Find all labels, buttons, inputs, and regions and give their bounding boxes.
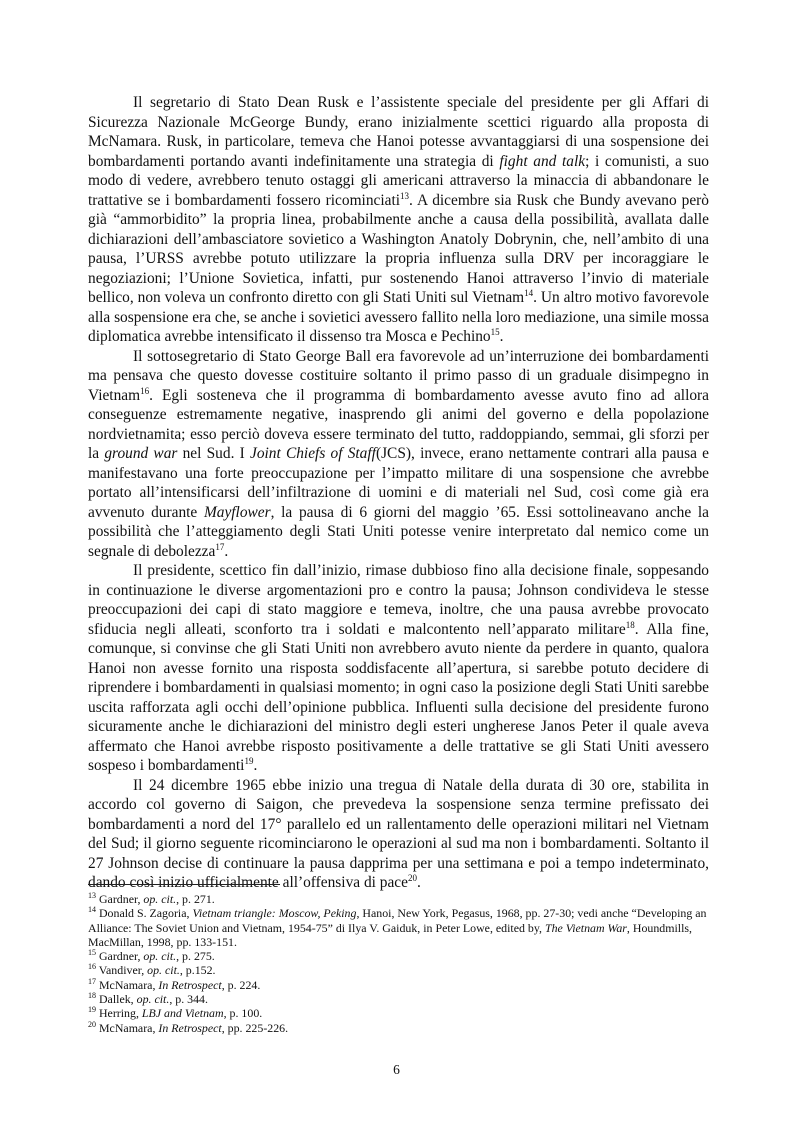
footnote	[88, 906, 709, 949]
text-run: ; i comunisti, a suo modo di vedere, avrebbero tenuto ostaggi gli americani attraverso la minaccia di abbandonare le trattative se i bombardamenti fossero ricominciati	[88, 152, 709, 209]
italic-text: LBJ and Vietnam	[141, 1006, 224, 1021]
text-run: . Egli sosteneva che il programma di bombardamento avesse avuto fino ad allora conseguenze estremamente negative, inasprendo gli animi del governo e della popolazione nordvietnamita; esso perciò doveva essere terminato del tutto, raddoppiando, semmai, gli sforzi per la	[88, 386, 709, 462]
italic-text: op. cit.	[147, 963, 180, 978]
text-run: , p. 271.	[176, 892, 215, 906]
footnote-marker: 18	[88, 991, 96, 1001]
italic-text: ground war	[104, 445, 178, 462]
text-run: , pp. 225-226.	[221, 1020, 289, 1035]
text-run: , p. 275.	[176, 949, 215, 964]
footnote-marker: 17	[215, 541, 225, 552]
footnote-marker: 15	[490, 326, 500, 337]
italic-text: Mayflower	[203, 503, 271, 521]
footnote-marker: 19	[88, 1005, 96, 1015]
text-run: (JCS), invece, erano nettamente contrari alla pausa e manifestavano una forte preoccupazione per l’impatto militare di una sospensione che avrebbe portato all’intensificarsi dell’infiltrazione di uomini e di materiali nel Sud, così come già era avvenuto durante	[88, 445, 709, 521]
text-run: , p. 344.	[169, 992, 208, 1007]
text-run: .	[224, 542, 229, 560]
text-run: Vandiver,	[96, 963, 148, 978]
footnote-marker: 18	[625, 619, 635, 630]
paragraph	[88, 93, 709, 347]
footnote-marker: 16	[88, 962, 96, 972]
footnote-marker: 14	[524, 287, 534, 298]
italic-text: fight and talk	[499, 152, 586, 170]
text-run: Dallek,	[96, 992, 137, 1007]
text-run: .	[253, 757, 258, 774]
text-run: Gardner,	[96, 892, 144, 906]
italic-text: Joint Chiefs of Staff	[249, 445, 376, 462]
italic-text: op. cit.	[143, 892, 177, 906]
footnote-marker: 13	[400, 190, 410, 201]
footnotes	[88, 892, 709, 1035]
footnote-marker: 20	[88, 1019, 96, 1029]
text-run: , Houndmills, MacMillan, 1998, pp. 133-151.	[88, 920, 692, 949]
paragraph	[88, 776, 709, 893]
text-run: nel Sud. I	[177, 445, 250, 462]
text-run: . Alla fine, comunque, si convinse che gli Stati Uniti non avrebbero avuto niente da perdere in quanto, qualora Hanoi non avesse fornito una risposta soddisfacente all’apertura, si sarebbe potuto decidere di riprendere i bombardamenti in qualsiasi momento; in ogni caso la posizione degli Stati Uniti sarebbe uscita rafforzata agli occhi dell’opinione pubblica. Influenti sulla decisione del presidente furono sicuramente anche le dichiarazioni del ministro degli esteri ungherese Janos Peter il quale aveva affermato che Hanoi avrebbe risposto positivamente a delle trattative se gli Stati Uniti avessero sospeso i bombardamenti	[88, 620, 710, 774]
text-run: , p.152.	[179, 963, 216, 978]
footnote-marker: 16	[140, 385, 150, 396]
text-run: Il sottosegretario di Stato George Ball era favorevole ad un’interruzione dei bombardamenti ma pensava che questo dovesse costituire soltanto il primo passo di un graduale disimpegno in Vietnam	[88, 347, 709, 404]
text-run: , p. 100.	[223, 1006, 263, 1021]
footnote	[88, 949, 709, 963]
italic-text: Vietnam triangle: Moscow, Peking	[192, 906, 357, 921]
footnote-marker: 14	[88, 905, 96, 915]
footnote	[88, 1021, 709, 1035]
text-run: Donald S. Zagoria,	[96, 906, 193, 921]
footnote	[88, 892, 709, 906]
footnote-marker: 19	[244, 755, 254, 766]
footnote-marker: 13	[88, 891, 96, 901]
paragraph	[88, 347, 709, 562]
footnote-marker: 15	[88, 948, 96, 958]
italic-text: In Retrospect	[158, 977, 222, 992]
italic-text: The Vietnam War	[545, 920, 627, 935]
italic-text: op. cit.	[136, 992, 170, 1007]
footnote	[88, 1006, 709, 1020]
text-run: McNamara,	[96, 977, 159, 992]
italic-text: op. cit.	[143, 949, 177, 964]
text-run: . Un altro motivo favorevole alla sospensione era che, se anche i sovietici avessero fallito nella loro mediazione, una simile mossa diplomatica avrebbe intensificato il dissenso tra Mosca e Pechino	[88, 289, 709, 345]
footnote-separator	[88, 884, 280, 885]
italic-text: In Retrospect	[158, 1020, 222, 1035]
footnote	[88, 978, 709, 992]
footnote	[88, 963, 709, 977]
text-run: , la pausa di 6 giorni del maggio ’65. Essi sottolineavano anche la possibilità che l’atteggiamento degli Stati Uniti potesse venire interpretato dal nemico come un segnale di debolezza	[88, 503, 709, 560]
text-run: McNamara,	[96, 1020, 159, 1035]
text-run: .	[416, 874, 421, 891]
footnote-marker: 17	[88, 976, 96, 986]
text-run: , Hanoi, New York, Pegasus, 1968, pp. 27-30; vedi anche “Developing an Alliance: The Soviet Union and Vietnam, 1954-75” di Ilya V. Gaiduk, in Peter Lowe, edited by,	[88, 906, 707, 935]
text-run: Herring,	[96, 1006, 142, 1021]
text-run: . A dicembre sia Rusk che Bundy avevano però già “ammorbidito” la propria linea, probabilmente anche a causa della possibilità, avallata dalle dichiarazioni dell’ambasciatore sovietico a Washington Anatoly Dobrynin, che, nell’ambito di una pausa, l’URSS avrebbe potuto utilizzare la propria influenza sulla DRV per incoraggiare le negoziazioni; l’Unione Sovietica, infatti, pur sostenendo Hanoi attraverso l’invio di materiale bellico, non voleva un confronto diretto con gli Stati Uniti sul Vietnam	[88, 191, 709, 306]
page-number: 6	[393, 1062, 400, 1077]
footnote	[88, 992, 709, 1006]
text-run: Il presidente, scettico fin dall’inizio, rimase dubbioso fino alla decisione finale, soppesando in continuazione le diverse argomentazioni pro e contro la pausa; Johnson condivideva le stesse preoccupazioni dei capi di stato maggiore e temeva, inoltre, che una pausa avrebbe provocato sfiducia negli alleati, sconforto tra i soldati e malcontento nell’apparato militare	[88, 562, 709, 638]
text-run: Il 24 dicembre 1965 ebbe inizio una tregua di Natale della durata di 30 ore, stabilita in accordo col governo di Saigon, che prevedeva la sospensione senza termine prefissato dei bombardamenti a nord del 17° parallelo ed un rallentamento delle operazioni militari nel Vietnam del Sud; il giorno seguente ricominciarono le operazioni al sud ma non i bombardamenti. Soltanto il 27 Johnson decise di continuare la pausa dapprima per una settimana e poi a tempo indeterminato, dando così inizio ufficialmente all’offensiva di pace	[88, 776, 709, 891]
paragraph	[88, 561, 709, 776]
text-run: Gardner,	[96, 949, 144, 964]
text-run: , p. 224.	[221, 977, 261, 992]
body-text	[88, 93, 709, 893]
text-run: Il segretario di Stato Dean Rusk e l’assistente speciale del presidente per gli Affari di Sicurezza Nazionale McGeorge Bundy, erano inizialmente scettici riguardo alla proposta di McNamara. Rusk, in particolare, temeva che Hanoi potesse avvantaggiarsi di una sospensione dei bombardamenti portando avanti indefinitamente una strategia di	[88, 94, 709, 170]
text-run: .	[499, 328, 504, 345]
footnote-marker: 20	[407, 872, 417, 883]
